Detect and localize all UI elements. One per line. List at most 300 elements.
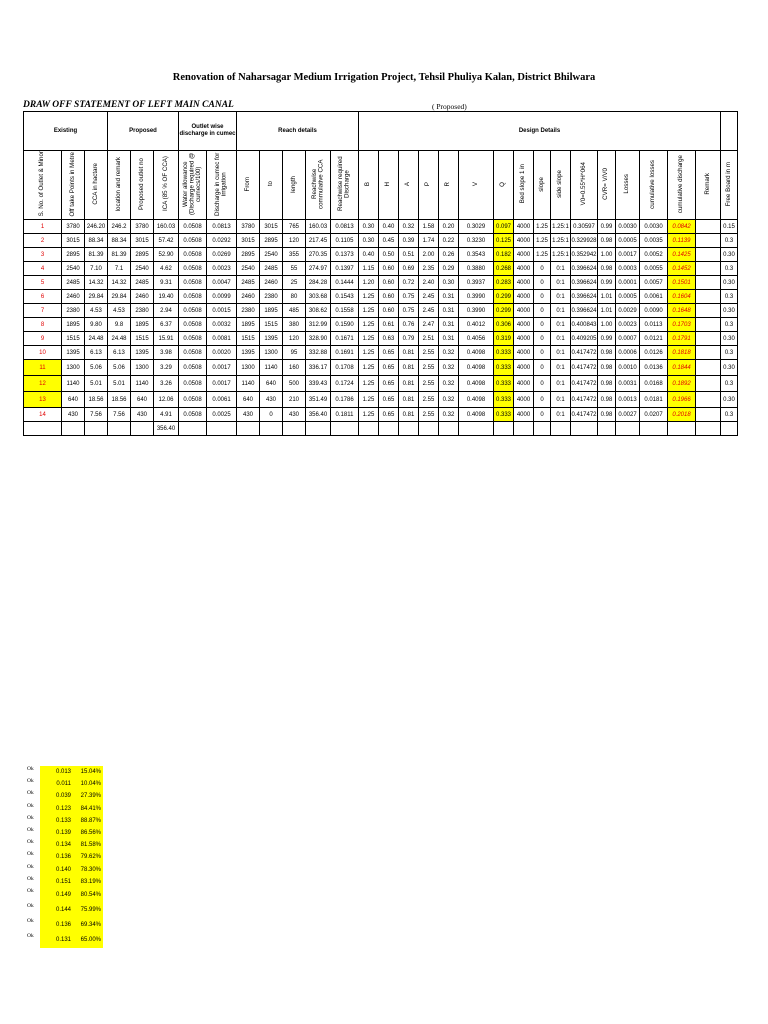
table-cell: 5.01 [85,376,108,392]
table-cell: 1.01 [598,304,616,318]
column-header [598,151,616,220]
table-cell: 0.98 [598,262,616,276]
column-header [260,151,283,220]
table-cell: 0.60 [379,290,399,304]
table-cell: 2485 [62,276,85,290]
check-ok: Ok [27,778,34,785]
table-cell: 0.1558 [331,304,359,318]
table-row [24,248,738,262]
column-header [640,151,668,220]
column-header [379,151,399,220]
table-cell: 0.3 [721,408,738,422]
table-cell: 2540 [237,262,260,276]
table-cell: 0:1 [551,262,571,276]
table-cell: 0.32 [439,392,459,408]
table-cell: 7.56 [85,408,108,422]
table-cell: 4000 [514,392,534,408]
table-cell: 0.0508 [179,234,207,248]
table-cell: 0.4098 [459,360,494,376]
table-cell: 328.90 [306,332,331,346]
table-cell: 0.0508 [179,360,207,376]
table-cell: 0.3029 [459,220,494,234]
table-cell: 0.32 [439,360,459,376]
table-cell [459,422,494,436]
table-cell: 0.0121 [640,332,668,346]
table-cell: 1140 [131,376,154,392]
table-cell: 0.3990 [459,304,494,318]
table-cell: 0.283 [494,276,514,290]
group-blank [721,112,738,151]
table-cell: 1.25 [359,360,379,376]
table-row [24,262,738,276]
table-cell: 1395 [260,332,283,346]
table-cell: 0.65 [379,392,399,408]
table-cell: 0.0508 [179,290,207,304]
table-cell: 1.25 [534,248,551,262]
table-cell: 95 [283,346,306,360]
proposed-note: ( Proposed) [432,102,467,111]
table-cell: 2.55 [419,376,439,392]
table-cell: 160 [283,360,306,376]
table-cell: 0.0508 [179,318,207,332]
table-cell: 10 [24,346,62,360]
check-ok: Ok [27,887,34,894]
table-cell: 0.0508 [179,346,207,360]
table-cell: 4.62 [154,262,179,276]
table-cell: 1140 [62,376,85,392]
table-cell: 0.1397 [331,262,359,276]
table-cell: 160.03 [306,220,331,234]
table-row [24,276,738,290]
table-cell: 303.68 [306,290,331,304]
column-header-label: side slope [556,170,564,198]
table-cell: 0.4098 [459,392,494,408]
table-cell: 9 [24,332,62,346]
column-header [108,151,131,220]
column-header [551,151,571,220]
table-cell: 0.417472 [571,408,598,422]
table-cell: 0 [534,290,551,304]
table-cell [640,422,668,436]
column-header-label: V0=0.55*H^064 [579,162,587,206]
table-cell: 4 [24,262,62,276]
check-percent: 27.39% [73,790,103,802]
table-cell: 0.1501 [668,276,696,290]
table-cell: 0.0035 [640,234,668,248]
table-cell: 0.0055 [640,262,668,276]
check-ok: Ok [27,766,34,772]
table-cell: 1.20 [359,276,379,290]
table-cell: 7.56 [108,408,131,422]
table-cell: 55 [283,262,306,276]
table-cell: 0.76 [399,318,419,332]
table-cell [696,304,721,318]
table-cell: 270.35 [306,248,331,262]
table-cell: 81.39 [85,248,108,262]
table-cell: 312.99 [306,318,331,332]
table-cell [696,422,721,436]
table-cell [696,262,721,276]
table-cell: 0.0031 [616,376,640,392]
column-header-label: ICA (85 % OF CCA) [161,156,169,212]
column-header [721,151,738,220]
table-cell: 0.98 [598,376,616,392]
column-header-label: Remark [703,173,711,195]
table-cell: 3780 [62,220,85,234]
table-cell: 7.1 [108,262,131,276]
table-cell: 2460 [260,276,283,290]
table-cell: 1.25 [359,290,379,304]
table-cell: 4000 [514,262,534,276]
table-cell: 4000 [514,376,534,392]
table-cell: 0:1 [551,346,571,360]
table-cell: 0.98 [598,234,616,248]
check-row [27,903,103,918]
table-cell: 0.0017 [616,248,640,262]
table-cell: 0.60 [379,262,399,276]
table-cell: 0 [534,346,551,360]
table-cell: 12.06 [154,392,179,408]
table-cell: 0.0292 [207,234,237,248]
table-cell: 0.352942 [571,248,598,262]
table-cell: 0.4098 [459,346,494,360]
table-cell: 430 [283,408,306,422]
table-cell: 0.1892 [668,376,696,392]
check-row [27,778,103,790]
table-row [24,376,738,392]
table-cell: 5 [24,276,62,290]
table-cell [668,422,696,436]
table-cell: 3780 [131,220,154,234]
table-cell: 0.0508 [179,248,207,262]
table-cell: 0.1966 [668,392,696,408]
table-cell: 3.98 [154,346,179,360]
table-cell: 1.25 [359,346,379,360]
table-cell: 0.30 [359,220,379,234]
table-cell: 6.37 [154,318,179,332]
table-cell: 2895 [260,234,283,248]
check-value: 0.136 [40,851,73,863]
table-cell: 0.99 [598,220,616,234]
table-cell: 351.49 [306,392,331,408]
table-cell: 24.48 [85,332,108,346]
check-value: 0.011 [40,778,73,790]
table-cell: 2.45 [419,304,439,318]
table-cell: 2.94 [154,304,179,318]
table-cell: 2895 [131,248,154,262]
table-cell [108,422,131,436]
check-value: 0.131 [40,933,73,948]
table-cell: 2.45 [419,290,439,304]
column-header [131,151,154,220]
table-cell [399,422,419,436]
table-cell [696,276,721,290]
table-cell: 0.0005 [616,234,640,248]
check-value: 0.123 [40,803,73,815]
check-ok: Ok [27,917,34,924]
table-cell: 0 [534,332,551,346]
table-cell [696,376,721,392]
check-value: 0.134 [40,839,73,851]
table-cell: 0.333 [494,408,514,422]
column-header [207,151,237,220]
table-cell [207,422,237,436]
table-row [24,290,738,304]
table-cell [598,422,616,436]
table-cell: 430 [237,408,260,422]
table-cell: 0.0181 [640,392,668,408]
table-cell: 1.25 [534,234,551,248]
table-cell: 14 [24,408,62,422]
check-value: 0.133 [40,815,73,827]
table-cell: 11 [24,360,62,376]
check-percent: 81.58% [73,839,103,851]
table-cell [237,422,260,436]
table-cell: 430 [260,392,283,408]
table-cell: 0.65 [379,360,399,376]
table-cell [419,422,439,436]
table-cell: 0.65 [379,376,399,392]
check-ok: Ok [27,902,34,909]
table-cell: 0.1791 [668,332,696,346]
column-header [331,151,359,220]
table-row [24,332,738,346]
table-cell: 4000 [514,248,534,262]
table-cell: 9.80 [85,318,108,332]
table-cell: 430 [131,408,154,422]
table-cell: 0.0508 [179,262,207,276]
table-cell: 0.0047 [207,276,237,290]
table-cell: 2895 [62,248,85,262]
check-row [27,839,103,851]
column-header [85,151,108,220]
table-cell: 2.51 [419,332,439,346]
table-cell: 18.56 [85,392,108,408]
table-cell: 0.396624 [571,262,598,276]
table-cell: 1.00 [598,248,616,262]
table-cell: 0.0003 [616,262,640,276]
table-cell: 0.3 [721,234,738,248]
table-cell: 332.88 [306,346,331,360]
table-row [24,408,738,422]
table-cell: 3.26 [154,376,179,392]
table-cell: 4000 [514,360,534,376]
table-cell: 0.0057 [640,276,668,290]
table-cell: 0.3 [721,262,738,276]
table-cell: 29.84 [85,290,108,304]
column-header [359,151,379,220]
group-design-details: Design Details [359,112,721,151]
table-cell: 4000 [514,304,534,318]
table-cell [514,422,534,436]
table-cell: 0 [534,408,551,422]
column-header-label: location and remark [114,156,122,212]
table-cell: 0.0113 [640,318,668,332]
table-cell: 308.62 [306,304,331,318]
table-cell: 500 [283,376,306,392]
table-cell: 0:1 [551,376,571,392]
column-header [179,151,207,220]
table-cell: 0.1671 [331,332,359,346]
table-cell: 0.30 [721,248,738,262]
check-value: 0.144 [40,903,73,918]
table-cell: 0.1818 [668,346,696,360]
table-cell: 0.0081 [207,332,237,346]
table-cell: 640 [237,392,260,408]
table-cell: 0.32 [439,408,459,422]
table-cell: 0.22 [439,234,459,248]
table-cell: 24.48 [108,332,131,346]
check-ok: Ok [27,851,34,858]
table-cell: 6.13 [108,346,131,360]
check-row [27,790,103,802]
draw-off-table [23,111,738,436]
table-cell: 2540 [260,248,283,262]
table-cell: 9.31 [154,276,179,290]
table-cell: 0.32 [439,376,459,392]
table-cell: 13 [24,392,62,408]
table-cell: 0:1 [551,290,571,304]
table-cell [696,392,721,408]
table-cell: 0.0126 [640,346,668,360]
table-cell: 0.0025 [207,408,237,422]
table-cell [551,422,571,436]
column-header-label: V [471,181,479,187]
table-cell: 4000 [514,346,534,360]
table-cell: 3015 [260,220,283,234]
table-cell: 0.1724 [331,376,359,392]
table-cell: 0.0020 [207,346,237,360]
table-cell: 1395 [131,346,154,360]
check-percent: 69.34% [73,918,103,933]
table-cell: 0.1648 [668,304,696,318]
table-cell: 0.2018 [668,408,696,422]
table-cell [131,422,154,436]
check-value: 0.039 [40,790,73,802]
table-cell: 0.98 [598,346,616,360]
table-cell: 0.81 [399,408,419,422]
table-row [24,392,738,408]
table-cell [571,422,598,436]
table-cell: 0.400843 [571,318,598,332]
check-percent: 10.04% [73,778,103,790]
column-header [439,151,459,220]
table-cell: 640 [62,392,85,408]
table-cell: 1515 [237,332,260,346]
table-cell: 0.3 [721,290,738,304]
table-cell: 210 [283,392,306,408]
table-cell: 1515 [131,332,154,346]
column-header-label: length [289,175,297,193]
column-header [419,151,439,220]
table-cell: 0.1708 [331,360,359,376]
table-cell: 4000 [514,220,534,234]
check-value: 0.013 [40,766,73,778]
table-cell: 0.0168 [640,376,668,392]
table-cell: 0.299 [494,290,514,304]
table-cell: 0.40 [379,220,399,234]
table-cell: 0.3 [721,346,738,360]
column-header-label: CCA in hactare [91,163,99,205]
table-cell: 0.1811 [331,408,359,422]
column-header [24,151,62,220]
table-cell: 0.40 [359,248,379,262]
table-row [24,220,738,234]
check-percent: 84.41% [73,803,103,815]
table-cell: 0 [534,276,551,290]
table-cell: 1395 [237,346,260,360]
column-header-label: B [364,181,372,187]
table-cell [179,422,207,436]
table-cell: 0.50 [379,248,399,262]
table-cell [494,422,514,436]
table-cell: 1395 [62,346,85,360]
table-cell: 0.3880 [459,262,494,276]
table-cell: 0.333 [494,360,514,376]
table-cell: 0.0508 [179,376,207,392]
table-cell: 2.55 [419,392,439,408]
table-cell: 2380 [62,304,85,318]
table-cell: 0.1373 [331,248,359,262]
group-reach-details: Reach details [237,112,359,151]
column-header-label: R [444,181,452,187]
table-cell: 0.15 [721,220,738,234]
table-cell: 0.0136 [640,360,668,376]
check-row [27,933,103,948]
table-cell [696,220,721,234]
column-header [459,151,494,220]
table-cell: 0.0013 [616,392,640,408]
table-cell: 0.30 [721,332,738,346]
table-cell: 0.396624 [571,304,598,318]
table-cell: 0.1105 [331,234,359,248]
column-header [306,151,331,220]
table-cell: 4000 [514,408,534,422]
column-header-label: Reachwise commulative CCA [310,159,324,209]
table-cell: 0.98 [598,408,616,422]
table-cell: 336.17 [306,360,331,376]
check-percent: 65.00% [73,933,103,948]
table-cell: 0.0017 [207,376,237,392]
table-cell: 0.31 [439,290,459,304]
table-cell: 8 [24,318,62,332]
table-cell: 1.25:1 [551,248,571,262]
table-cell: 0.65 [379,346,399,360]
column-header [154,151,179,220]
table-cell: 0.31 [439,318,459,332]
table-cell: 0.0006 [616,346,640,360]
table-cell: 2.55 [419,346,439,360]
table-cell: 2460 [237,290,260,304]
table-row [24,304,738,318]
column-header-label: Reachwise required Discharge [337,156,351,212]
column-header-label: cumulative discharge [677,154,685,214]
table-cell [283,422,306,436]
table-cell: 1300 [131,360,154,376]
table-cell: 0.4056 [459,332,494,346]
table-cell: 57.42 [154,234,179,248]
table-cell: 4.91 [154,408,179,422]
table-cell: 0.0052 [640,248,668,262]
check-value: 0.149 [40,888,73,903]
column-header-label: CVR= V/V0 [602,168,610,200]
table-cell: 1.25 [359,392,379,408]
table-cell [696,318,721,332]
table-cell: 0.81 [399,376,419,392]
table-cell: 0.417472 [571,376,598,392]
table-cell: 356.40 [306,408,331,422]
table-cell: 0.0842 [668,220,696,234]
